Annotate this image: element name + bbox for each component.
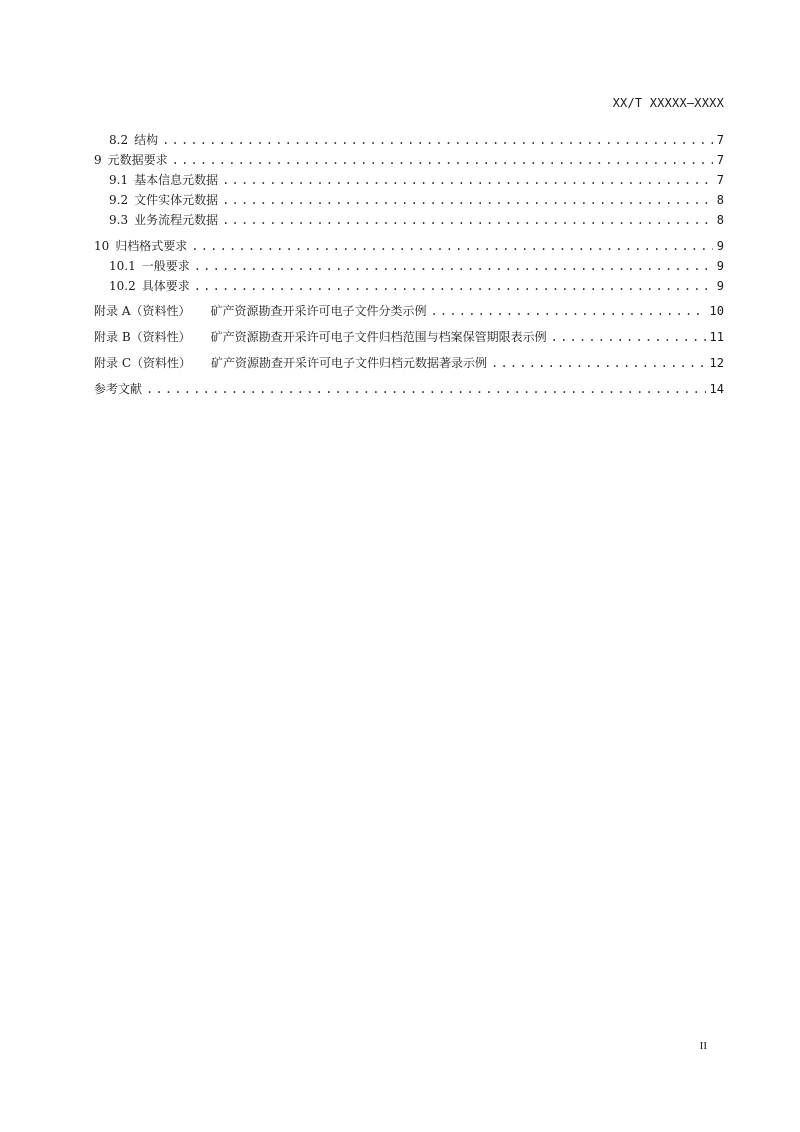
toc-entry[interactable] — [94, 256, 724, 276]
toc-leader-dots — [222, 170, 713, 190]
toc-entry-title: 归档格式要求 — [115, 239, 188, 253]
toc-appendix-entry[interactable] — [94, 300, 724, 322]
toc-leader-dots — [162, 130, 713, 150]
appendix-page: 10 — [709, 304, 724, 318]
toc-leader-dots — [172, 150, 713, 170]
toc-entry-page: 8 — [716, 213, 724, 227]
toc-entry-title: 元数据要求 — [107, 153, 168, 167]
references-page: 14 — [709, 382, 724, 396]
toc-entry-page: 8 — [716, 193, 724, 207]
toc-entry[interactable] — [94, 210, 724, 230]
toc-entry-title: 一般要求 — [141, 259, 190, 273]
appendix-label: 附录 B（资料性） — [94, 330, 191, 344]
toc-leader-dots — [191, 236, 712, 256]
toc-entry-title: 具体要求 — [141, 279, 190, 293]
toc-appendix-entry[interactable] — [94, 326, 724, 348]
toc-entry-title: 基本信息元数据 — [134, 173, 219, 187]
toc-leader-dots — [146, 378, 706, 400]
toc-entry[interactable] — [94, 130, 724, 150]
toc-entry[interactable] — [94, 190, 724, 210]
toc-entry-number: 9.2 — [109, 193, 129, 207]
document-code: XX/T XXXXX—XXXX — [612, 96, 724, 110]
appendix-label: 附录 C（资料性） — [94, 356, 191, 370]
toc-leader-dots — [222, 190, 713, 210]
table-of-contents — [94, 130, 724, 400]
appendix-page: 11 — [709, 330, 724, 344]
toc-entry[interactable] — [94, 150, 724, 170]
toc-entry-page: 9 — [716, 239, 724, 253]
toc-entry-page: 7 — [716, 153, 724, 167]
toc-entry-number: 9.1 — [109, 173, 129, 187]
page-number: II — [699, 1040, 707, 1052]
appendix-title: 矿产资源勘查开采许可电子文件分类示例 — [210, 304, 427, 318]
toc-leader-dots — [551, 326, 706, 348]
appendix-title: 矿产资源勘查开采许可电子文件归档元数据著录示例 — [211, 356, 488, 370]
toc-entry-number: 8.2 — [109, 133, 129, 147]
toc-leader-dots — [194, 276, 713, 296]
toc-entry-page: 9 — [716, 259, 724, 273]
toc-entry-page: 7 — [716, 173, 724, 187]
references-title: 参考文献 — [94, 382, 143, 396]
toc-leader-dots — [491, 352, 706, 374]
toc-leader-dots — [431, 300, 706, 322]
toc-leader-dots — [222, 210, 713, 230]
appendix-page: 12 — [709, 356, 724, 370]
toc-appendix-entry[interactable] — [94, 352, 724, 374]
toc-entry[interactable] — [94, 276, 724, 296]
toc-entry-number: 9.3 — [109, 213, 129, 227]
toc-leader-dots — [194, 256, 713, 276]
toc-entry-number: 9 — [94, 153, 102, 167]
toc-entry-title: 文件实体元数据 — [134, 193, 219, 207]
toc-entry-title: 业务流程元数据 — [134, 213, 219, 227]
toc-entry-number: 10.2 — [109, 279, 136, 293]
toc-entry-title: 结构 — [134, 133, 159, 147]
toc-entry-number: 10 — [94, 239, 110, 253]
toc-references-entry[interactable] — [94, 378, 724, 400]
toc-entry-number: 10.1 — [109, 259, 136, 273]
toc-entry-page: 7 — [716, 133, 724, 147]
appendix-title: 矿产资源勘查开采许可电子文件归档范围与档案保管期限表示例 — [210, 330, 547, 344]
toc-entry[interactable] — [94, 170, 724, 190]
toc-entry-page: 9 — [716, 279, 724, 293]
appendix-label: 附录 A（资料性） — [94, 304, 191, 318]
toc-entry[interactable] — [94, 236, 724, 256]
